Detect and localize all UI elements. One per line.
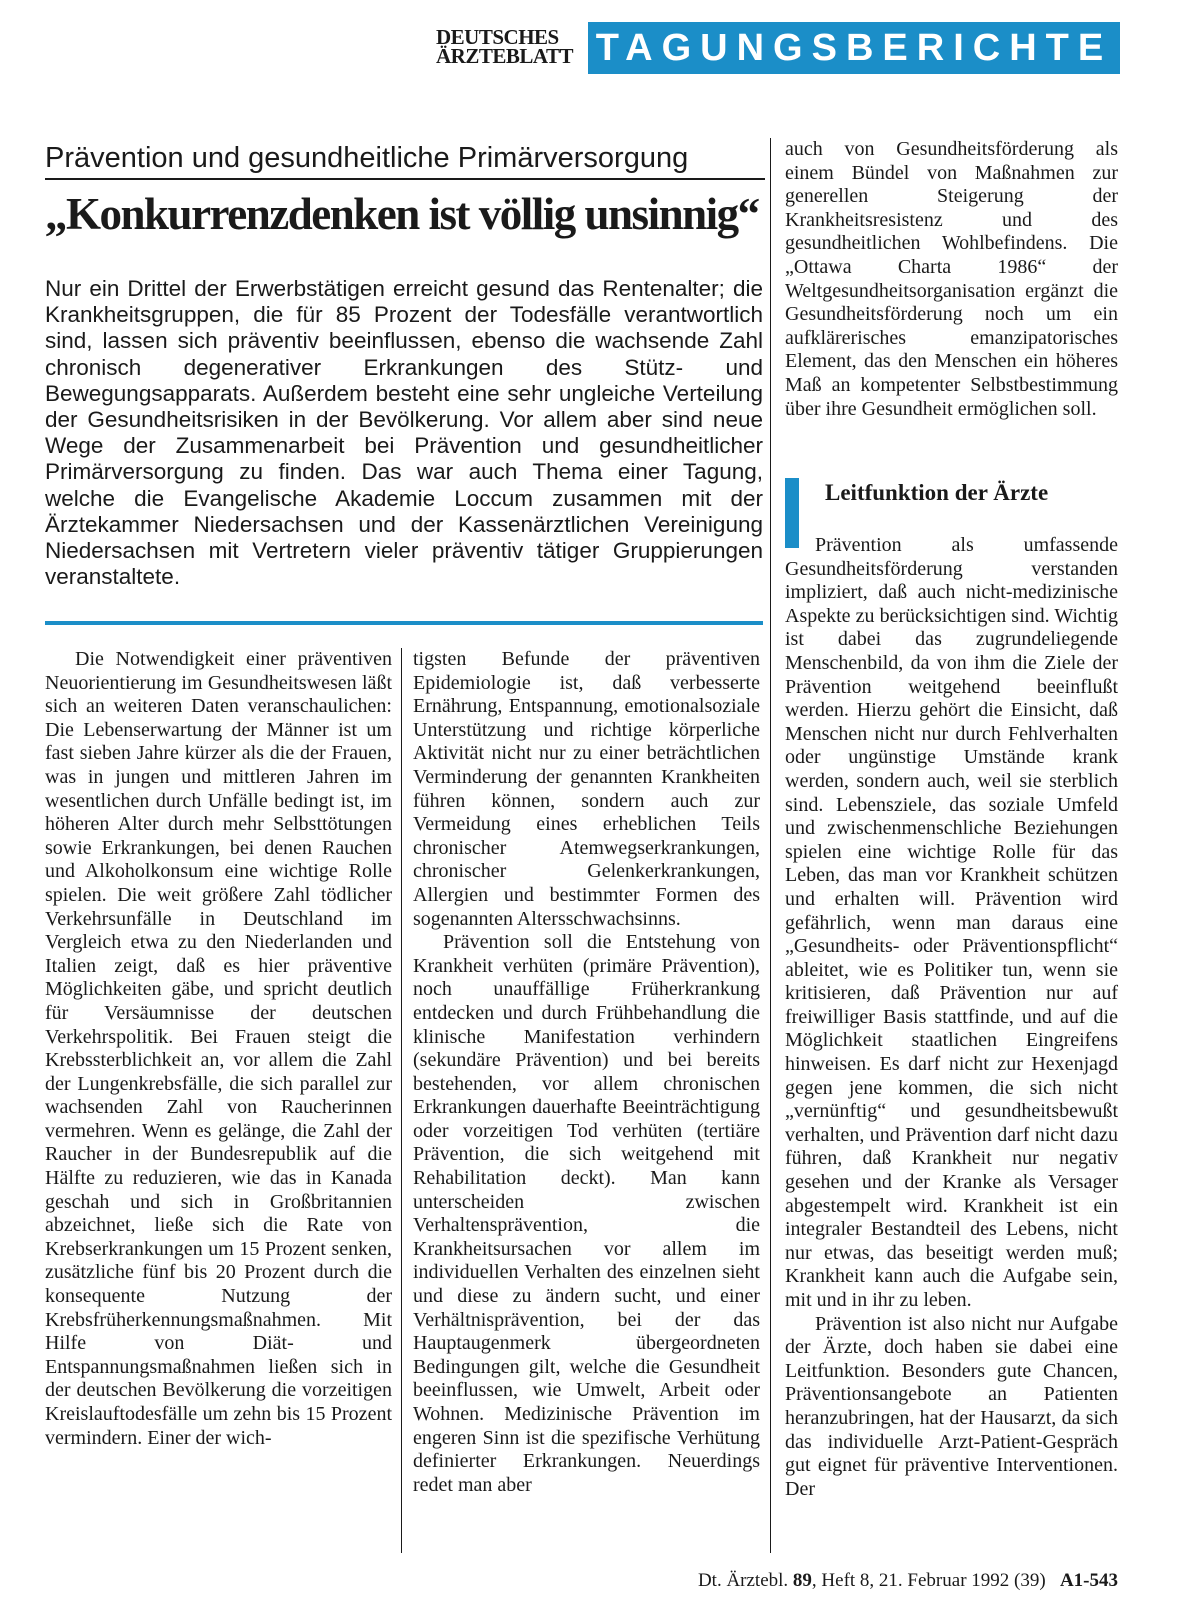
body-column-2	[413, 648, 760, 1497]
footer-issue: , Heft 8, 21. Februar 1992 (39)	[811, 1570, 1046, 1591]
masthead-line-1: DEUTSCHES	[436, 25, 559, 49]
article-lead: Nur ein Drittel der Erwerbstätigen erreicht gesund das Rentenalter; die Krankheitsgruppen, die für 85 Prozent der Todesfälle verantwortlich sind, lassen sich präventiv beeinflussen, ebenso die wachsende Zahl chronisch degenerativer Erkrankungen des Stütz- und Bewegungsapparats. Außerdem besteht eine sehr ungleiche Verteilung der Gesundheitsrisiken in der Bevölkerung. Vor allem aber sind neue Wege der Zusammenarbeit bei Prävention und gesundheitlicher Primärversorgung zu finden. Das war auch Thema einer Tagung, welche die Evangelische Akademie Loccum zusammen mit der Ärztekammer Niedersachsen und der Kassenärztlichen Vereinigung Niedersachsen mit Vertretern vieler präventiv tätiger Gruppierungen veranstaltete.	[45, 276, 763, 590]
page-footer	[630, 1570, 1118, 1592]
lead-divider	[45, 621, 763, 625]
body-paragraph: auch von Gesundheitsförderung als einem Bündel von Maßnahmen zur generellen Steigerung der Krankheitsresistenz und des gesundheitlichen Wohlbefindens. Die „Ottawa Charta 1986“ der Weltgesundheitsorganisation ergänzt die Gesundheitsförderung noch um ein aufklärerisches emanzipatorisches Element, das den Menschen ein höheres Maß an kompetenter Selbstbestimmung über ihre Gesundheit ermöglichen soll.	[785, 138, 1118, 420]
article-headline: „Konkurrenzdenken ist völlig unsinnig“	[45, 189, 759, 239]
footer-volume: 89	[792, 1570, 812, 1591]
body-paragraph: Prävention soll die Entstehung von Krankheit verhüten (primäre Prävention), noch unauffällige Früherkrankung entdecken und durch Frühbehandlung die klinische Manifestation verhindern (sekundäre Prävention) und bei bereits bestehenden, vor allem chronischen Erkrankungen dauerhafte Beeinträchtigung oder vorzeitigen Tod verhüten (tertiäre Prävention, die sich weitgehend mit Rehabilitation deckt). Man kann unterscheiden zwischen Verhaltensprävention, die Krankheitsursachen vor allem im individuellen Verhalten des einzelnen sieht und diese zu ändern sucht, und einer Verhältnisprävention, bei der das Hauptaugenmerk übergeordneten Bedingungen gilt, welche die Gesundheit beeinflussen, wie Umwelt, Arbeit oder Wohnen. Medizinische Prävention im engeren Sinn ist die spezifische Verhütung definierter Erkrankungen. Neuerdings redet man aber	[413, 931, 760, 1496]
footer-page-number: A1-543	[1059, 1570, 1118, 1591]
masthead-line-2: ÄRZTEBLATT	[436, 44, 573, 68]
footer-journal: Dt. Ärztebl.	[697, 1570, 789, 1591]
article-subhead: Leitfunktion der Ärzte	[825, 480, 1049, 505]
body-paragraph: tigsten Befunde der präventiven Epidemiologie ist, daß verbesserte Ernährung, Entspannung, emotionalsoziale Unterstützung und richtige körperliche Aktivität nicht nur zu einer beträchtlichen Verminderung der genannten Krankheiten führen können, sondern auch zur Vermeidung eines erheblichen Teils chronischer Atemwegserkrankungen, chronischer Gelenkerkrankungen, Allergien und bestimmter Formen des sogenannten Altersschwachsinns.	[413, 648, 760, 930]
body-paragraph: Prävention ist also nicht nur Aufgabe der Ärzte, doch haben sie dabei eine Leitfunktion. Besonders gute Chancen, Präventionsangebote an Patienten heranzubringen, hat der Hausarzt, da sich das individuelle Arzt-Patient-Gespräch gut eignet für präventive Interventionen. Der	[785, 1312, 1118, 1500]
body-column-3	[785, 534, 1118, 1501]
journal-masthead	[436, 25, 586, 68]
column-divider	[401, 648, 402, 1553]
column-divider	[770, 138, 771, 1553]
body-column-1	[45, 648, 392, 1450]
section-banner: TAGUNGSBERICHTE	[588, 22, 1120, 74]
body-paragraph: Prävention als umfassende Gesundheitsförderung verstanden impliziert, daß auch nicht-medizinische Aspekte zu berücksichtigen sind. Wichtig ist dabei das zugrundeliegende Menschenbild, da von ihm die Ziele der Prävention weitgehend beeinflußt werden. Hierzu gehört die Einsicht, daß Menschen nicht nur durch Fehlverhalten oder ungünstige Umstände krank werden, sondern auch, weil sie sterblich sind. Lebensziele, das soziale Umfeld und zwischenmenschliche Beziehungen spielen eine wichtige Rolle für das Leben, das man vor Krankheit schützen und erhalten will. Prävention wird gefährlich, wenn man daraus eine „Gesundheits- oder Präventionspflicht“ ableitet, wie es Politiker tun, wenn sie kritisieren, daß Prävention nur auf freiwilliger Basis stattfinde, und auf die Möglichkeit staatlichen Eingreifens hinweisen. Es darf nicht zur Hexenjagd gegen jene kommen, die sich nicht „vernünftig“ und gesundheitsbewußt verhalten, und Prävention darf nicht dazu führen, daß Krankheit nur negativ gesehen und der Kranke als Versager abgestempelt wird. Krankheit ist ein integraler Bestandteil des Lebens, nicht nur etwas, das beseitigt werden muß; Krankheit kann auch die Aufgabe sein, mit und in ihr zu leben.	[785, 534, 1118, 1311]
body-paragraph: Die Notwendigkeit einer präventiven Neuorientierung im Gesundheitswesen läßt sich an weiteren Daten veranschaulichen: Die Lebenserwartung der Männer ist um fast sieben Jahre kürzer als die der Frauen, was in jungen und mittleren Jahren im wesentlichen durch Unfälle bedingt ist, im höheren Alter durch mehr Selbsttötungen sowie Erkrankungen, bei denen Rauchen und Alkoholkonsum eine wichtige Rolle spielen. Die weit größere Zahl tödlicher Verkehrsunfälle in Deutschland im Vergleich etwa zu den Niederlanden und Italien zeigt, daß es hier präventive Möglichkeiten gäbe, und spricht deutlich für Versäumnisse der deutschen Verkehrspolitik. Bei Frauen steigt die Krebssterblichkeit an, vor allem die Zahl der Lungenkrebsfälle, die sich parallel zur wachsenden Zahl von Raucherinnen vermehren. Wenn es gelänge, die Zahl der Raucher in der Bundesrepublik auf die Hälfte zu reduzieren, wie das in Kanada geschah und sich in Großbritannien abzeichnet, ließe sich die Rate von Krebserkrankungen um 15 Prozent senken, zusätzliche fünf bis 20 Prozent durch die konsequente Nutzung der Krebsfrüherkennungsmaßnahmen. Mit Hilfe von Diät- und Entspannungsmaßnahmen ließen sich in der deutschen Bevölkerung die vorzeitigen Kreislauftodesfälle um zehn bis 15 Prozent vermindern. Einer der wich-	[45, 648, 392, 1449]
article-kicker: Prävention und gesundheitliche Primärversorgung	[45, 140, 765, 180]
body-column-3-top	[785, 138, 1118, 421]
